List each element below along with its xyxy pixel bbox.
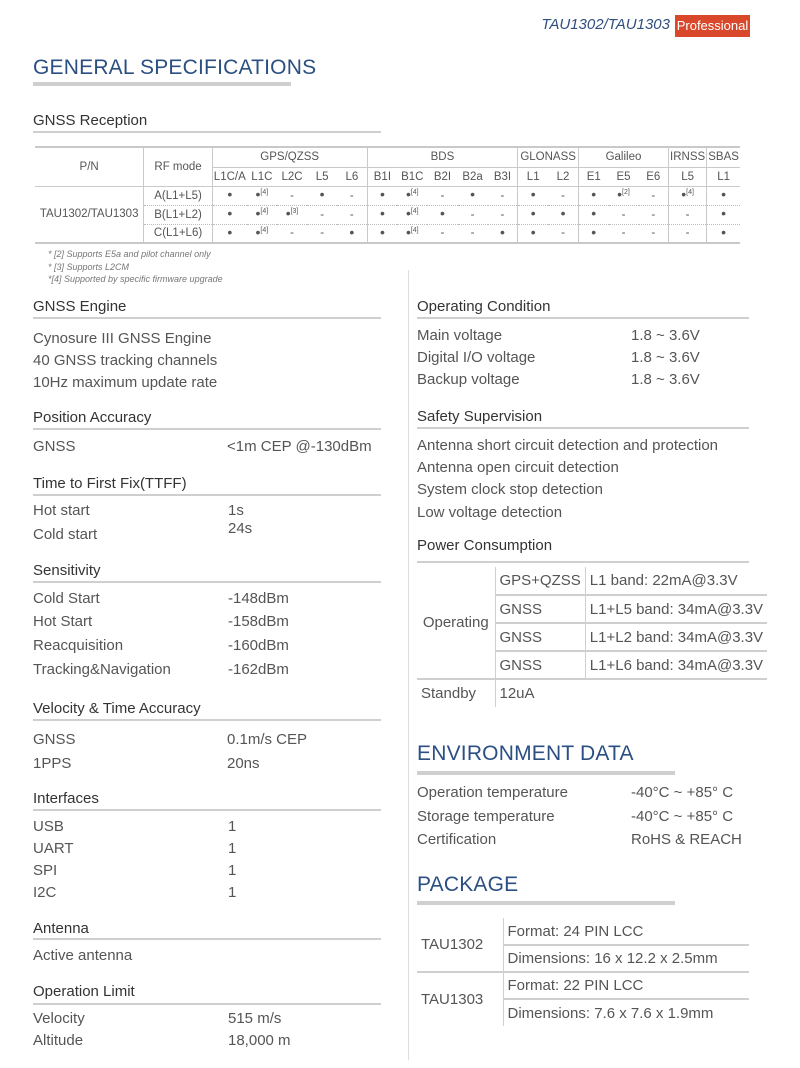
power-standby-label: Standby (421, 685, 477, 702)
velocity-heading: Velocity & Time Accuracy (33, 700, 201, 717)
band-header: L6 (337, 167, 367, 186)
power-table (417, 567, 767, 707)
package-dimensions: Dimensions: 16 x 12.2 x 2.5mm (503, 945, 749, 972)
table-row (417, 567, 767, 595)
engine-heading: GNSS Engine (33, 298, 127, 315)
band-header: L2C (277, 167, 307, 186)
package-rule (417, 901, 675, 905)
limit-label: Altitude (33, 1032, 84, 1049)
power-system: GNSS (495, 651, 585, 679)
limit-value: 515 m/s (228, 1010, 282, 1027)
support-cell: - (639, 205, 669, 224)
support-cell: •[4] (669, 186, 707, 205)
ttff-rule (33, 494, 381, 496)
power-system: GNSS (495, 595, 585, 623)
table-header-groups (35, 147, 740, 167)
support-cell: - (488, 205, 518, 224)
support-cell: - (669, 205, 707, 224)
gnss-reception-table (35, 146, 740, 244)
engine-line: Cynosure III GNSS Engine (33, 330, 212, 347)
limit-label: Velocity (33, 1010, 85, 1027)
ttff-cold: Cold start (33, 526, 98, 543)
op-label: Backup voltage (417, 371, 520, 388)
band-header: B2a (458, 167, 488, 186)
band-header: L1 (518, 167, 548, 186)
support-cell: - (427, 224, 457, 243)
support-cell: - (337, 205, 367, 224)
engine-line: 40 GNSS tracking channels (33, 352, 218, 369)
support-cell: - (277, 186, 307, 205)
support-cell: •[4] (397, 224, 427, 243)
pn-header: P/N (35, 147, 144, 186)
support-cell: • (337, 224, 367, 243)
package-format: Format: 22 PIN LCC (503, 972, 749, 999)
support-cell: • (367, 224, 397, 243)
table-row (417, 972, 749, 999)
power-value: L1 band: 22mA@3.3V (585, 567, 767, 595)
sensitivity-heading: Sensitivity (33, 562, 101, 579)
support-cell: • (578, 224, 608, 243)
support-cell: - (458, 205, 488, 224)
support-cell: - (337, 186, 367, 205)
group-gps: GPS/QZSS (212, 147, 367, 167)
band-header: L2 (548, 167, 578, 186)
ttff-hot: Hot start (33, 502, 90, 519)
support-cell: •[4] (247, 224, 277, 243)
support-cell: • (212, 186, 246, 205)
power-operating-label: Operating (417, 567, 495, 679)
band-header: L5 (669, 167, 707, 186)
footnote: *[4] Supported by specific firmware upgrade (48, 274, 223, 284)
support-cell: • (707, 186, 740, 205)
support-cell: • (518, 205, 548, 224)
support-cell: • (707, 224, 740, 243)
engine-line: 10Hz maximum update rate (33, 374, 218, 391)
env-value: -40°C ~ +85° C (631, 808, 734, 825)
support-cell: • (367, 186, 397, 205)
support-cell: •[4] (397, 186, 427, 205)
sens-label: Cold Start (33, 590, 100, 607)
op-value: 1.8 ~ 3.6V (631, 349, 700, 366)
band-header: E6 (639, 167, 669, 186)
accuracy-label: GNSS (33, 438, 76, 455)
table-row (35, 186, 740, 205)
support-cell: •[4] (397, 205, 427, 224)
if-value: 1 (228, 884, 237, 901)
power-system: GNSS (495, 623, 585, 651)
support-cell: • (427, 205, 457, 224)
support-cell: - (427, 186, 457, 205)
support-cell: • (367, 205, 397, 224)
sens-value: -162dBm (228, 661, 289, 678)
environment-rule (417, 771, 675, 775)
footnote: * [2] Supports E5a and pilot channel only (48, 249, 211, 259)
support-cell: • (212, 205, 246, 224)
title-rule (33, 82, 291, 86)
vel-value: 20ns (227, 755, 260, 772)
support-cell: •[3] (277, 205, 307, 224)
sens-value: -148dBm (228, 590, 289, 607)
group-sbas: SBAS (707, 147, 740, 167)
interfaces-heading: Interfaces (33, 790, 99, 807)
page-title: GENERAL SPECIFICATIONS (33, 56, 317, 79)
op-value: 1.8 ~ 3.6V (631, 371, 700, 388)
sens-value: -160dBm (228, 637, 289, 654)
if-label: I2C (33, 884, 57, 901)
rf-mode-value: B(L1+L2) (144, 205, 213, 224)
antenna-value: Active antenna (33, 947, 133, 964)
safety-rule (417, 427, 749, 429)
support-cell: - (609, 224, 639, 243)
if-label: USB (33, 818, 64, 835)
table-row (417, 918, 749, 945)
support-cell: • (518, 186, 548, 205)
support-cell: - (669, 224, 707, 243)
op-value: 1.8 ~ 3.6V (631, 327, 700, 344)
operating-heading: Operating Condition (417, 298, 551, 315)
power-rule (417, 561, 749, 563)
band-header: L1 (707, 167, 740, 186)
vel-label: 1PPS (33, 755, 72, 772)
interfaces-rule (33, 809, 381, 811)
op-label: Main voltage (417, 327, 503, 344)
reception-rule (33, 131, 381, 133)
package-model: TAU1302 (417, 918, 503, 972)
env-label: Certification (417, 831, 497, 848)
power-standby-value: 12uA (495, 679, 767, 707)
limit-heading: Operation Limit (33, 983, 135, 1000)
ttff-cold-value: 24s (228, 520, 253, 537)
band-header: L1C/A (212, 167, 246, 186)
env-label: Storage temperature (417, 808, 555, 825)
package-table (417, 918, 749, 1026)
op-label: Digital I/O voltage (417, 349, 536, 366)
column-divider (408, 270, 409, 1060)
support-cell: - (458, 224, 488, 243)
group-galileo: Galileo (578, 147, 668, 167)
velocity-rule (33, 719, 381, 721)
band-header: E1 (578, 167, 608, 186)
package-title: PACKAGE (417, 873, 519, 896)
support-cell: - (307, 224, 337, 243)
if-value: 1 (228, 862, 237, 879)
professional-badge: Professional (675, 15, 750, 37)
sens-label: Tracking&Navigation (33, 661, 171, 678)
band-header: E5 (609, 167, 639, 186)
vel-label: GNSS (33, 731, 76, 748)
env-value: RoHS & REACH (631, 831, 742, 848)
support-cell: • (518, 224, 548, 243)
rf-mode-value: C(L1+L6) (144, 224, 213, 243)
accuracy-value: <1m CEP @-130dBm (227, 438, 372, 455)
power-value: L1+L6 band: 34mA@3.3V (585, 651, 767, 679)
sens-label: Reacquisition (33, 637, 124, 654)
support-cell: - (277, 224, 307, 243)
support-cell: •[4] (247, 186, 277, 205)
accuracy-rule (33, 428, 381, 430)
package-dimensions: Dimensions: 7.6 x 7.6 x 1.9mm (503, 999, 749, 1026)
limit-value: 18,000 m (228, 1032, 291, 1049)
package-model: TAU1303 (421, 991, 484, 1008)
support-cell: - (307, 205, 337, 224)
support-cell: • (212, 224, 246, 243)
support-cell: - (488, 186, 518, 205)
power-system: GPS+QZSS (495, 567, 585, 595)
rf-mode-value: A(L1+L5) (144, 186, 213, 205)
sensitivity-rule (33, 581, 381, 583)
rf-mode-header: RF mode (144, 147, 213, 186)
if-value: 1 (228, 840, 237, 857)
band-header: L1C (247, 167, 277, 186)
support-cell: - (609, 205, 639, 224)
band-header: L5 (307, 167, 337, 186)
band-header: B2I (427, 167, 457, 186)
power-value: L1+L5 band: 34mA@3.3V (585, 595, 767, 623)
table-row (417, 679, 767, 707)
band-header: B3I (488, 167, 518, 186)
limit-rule (33, 1003, 381, 1005)
safety-line: Low voltage detection (417, 504, 563, 521)
ttff-hot-value: 1s (228, 502, 244, 519)
product-name: TAU1302/TAU1303 (541, 16, 670, 33)
power-value: L1+L2 band: 34mA@3.3V (585, 623, 767, 651)
environment-title: ENVIRONMENT DATA (417, 742, 634, 765)
safety-heading: Safety Supervision (417, 408, 543, 425)
sens-label: Hot Start (33, 613, 93, 630)
group-irnss: IRNSS (669, 147, 707, 167)
support-cell: • (578, 186, 608, 205)
ttff-heading: Time to First Fix(TTFF) (33, 475, 187, 492)
band-header: B1I (367, 167, 397, 186)
if-label: UART (33, 840, 74, 857)
support-cell: • (548, 205, 578, 224)
footnote: * [3] Supports L2CM (48, 261, 130, 272)
support-cell: • (458, 186, 488, 205)
band-header: B1C (397, 167, 427, 186)
antenna-heading: Antenna (33, 920, 89, 937)
safety-line: Antenna short circuit detection and protection (417, 437, 719, 454)
pn-value: TAU1302/TAU1303 (35, 186, 144, 243)
vel-value: 0.1m/s CEP (227, 731, 308, 748)
support-cell: • (307, 186, 337, 205)
env-value: -40°C ~ +85° C (631, 784, 734, 801)
group-bds: BDS (367, 147, 518, 167)
if-value: 1 (228, 818, 237, 835)
safety-line: System clock stop detection (417, 481, 603, 498)
reception-heading: GNSS Reception (33, 112, 148, 129)
if-label: SPI (33, 862, 58, 879)
power-heading: Power Consumption (417, 537, 553, 554)
operating-rule (417, 317, 749, 319)
support-cell: - (639, 186, 669, 205)
support-cell: •[4] (247, 205, 277, 224)
env-label: Operation temperature (417, 784, 568, 801)
antenna-rule (33, 938, 381, 940)
support-cell: • (707, 205, 740, 224)
safety-line: Antenna open circuit detection (417, 459, 619, 476)
engine-rule (33, 317, 381, 319)
support-cell: •[2] (609, 186, 639, 205)
support-cell: - (639, 224, 669, 243)
group-glonass: GLONASS (518, 147, 579, 167)
support-cell: - (548, 186, 578, 205)
footnotes (48, 248, 223, 286)
sens-value: -158dBm (228, 613, 289, 630)
support-cell: • (488, 224, 518, 243)
support-cell: • (578, 205, 608, 224)
accuracy-heading: Position Accuracy (33, 409, 152, 426)
package-format: Format: 24 PIN LCC (503, 918, 749, 945)
support-cell: - (548, 224, 578, 243)
